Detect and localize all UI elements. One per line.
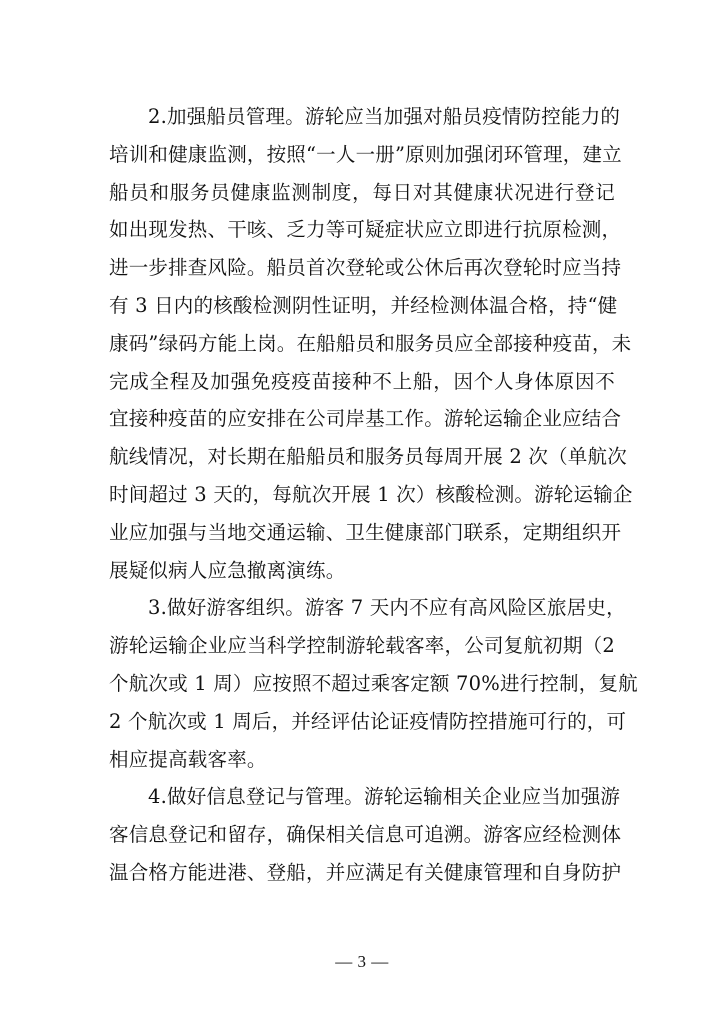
text-line: 完成全程及加强免疫疫苗接种不上船，因个人身体原因不: [109, 369, 615, 393]
text-line: 相应提高载客率。: [109, 747, 267, 771]
text-line: 航线情况，对长期在船船员和服务员每周开展 2 次（单航次: [109, 445, 627, 469]
text-line: 有 3 日内的核酸检测阴性证明，并经检测体温合格，持“健: [109, 293, 618, 317]
text-line: 展疑似病人应急撤离演练。: [109, 558, 346, 582]
page-number: — 3 —: [335, 952, 389, 971]
text-line: 温合格方能进港、登船，并应满足有关健康管理和自身防护: [109, 860, 622, 884]
text-line: 业应加强与当地交通运输、卫生健康部门联系，定期组织开: [109, 520, 622, 544]
paragraph-passenger-organization: [109, 589, 638, 778]
paragraph-crew-management: [109, 98, 633, 589]
text-line: 如出现发热、干咳、乏力等可疑症状应立即进行抗原检测，: [109, 218, 622, 242]
text-line: 个航次或 1 周）应按照不超过乘客定额 70%进行控制，复航: [109, 671, 638, 695]
text-line: 游轮运输企业应当科学控制游轮载客率，公司复航初期（2: [109, 634, 615, 658]
text-line: 4.做好信息登记与管理。游轮运输相关企业应当加强游: [148, 785, 621, 809]
text-line: 2 个航次或 1 周后，并经评估论证疫情防控措施可行的，可: [109, 709, 627, 733]
text-line: 时间超过 3 天的，每航次开展 1 次）核酸检测。游轮运输企: [109, 482, 633, 506]
text-line: 宜接种疫苗的应安排在公司岸基工作。游轮运输企业应结合: [109, 407, 622, 431]
paragraph-information-registration: [109, 778, 622, 891]
text-line: 船员和服务员健康监测制度，每日对其健康状况进行登记: [109, 180, 615, 204]
document-body: [109, 98, 638, 892]
text-line: 康码”绿码方能上岗。在船船员和服务员应全部接种疫苗，未: [109, 331, 632, 355]
text-line: 2.加强船员管理。游轮应当加强对船员疫情防控能力的: [148, 105, 621, 128]
text-line: 培训和健康监测，按照“一人一册”原则加强闭环管理，建立: [109, 142, 622, 166]
text-line: 进一步排查风险。船员首次登轮或公休后再次登轮时应当持: [109, 256, 622, 280]
text-line: 客信息登记和留存，确保相关信息可追溯。游客应经检测体: [109, 823, 622, 847]
text-line: 3.做好游客组织。游客 7 天内不应有高风险区旅居史，: [148, 596, 626, 620]
